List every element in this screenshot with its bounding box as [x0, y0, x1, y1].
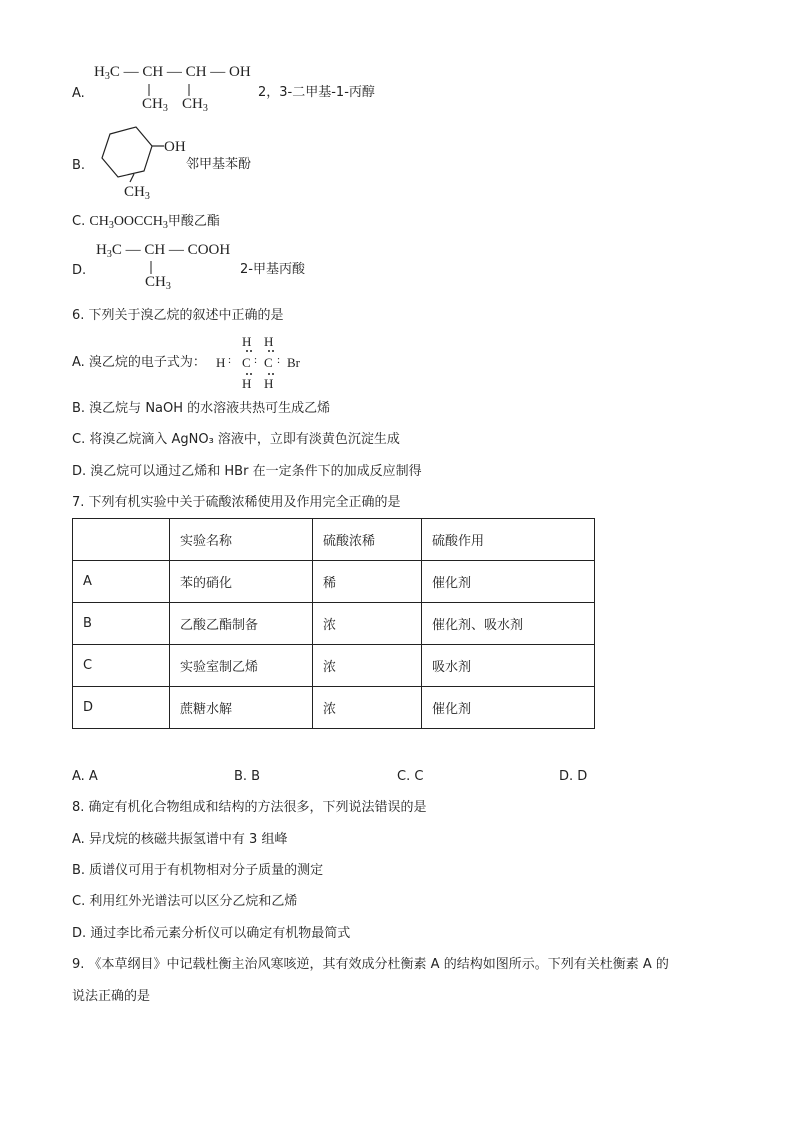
- q7-stem: 7. 下列有机实验中关于硫酸浓稀使用及作用完全正确的是: [72, 495, 401, 510]
- table-cell: B: [73, 603, 170, 645]
- table-cell: 蔗糖水解: [170, 687, 313, 729]
- q7-choice-c: C. C: [397, 769, 424, 784]
- q5-b-name: 邻甲基苯酚: [186, 157, 252, 172]
- q6-stem: 6. 下列关于溴乙烷的叙述中正确的是: [72, 308, 284, 323]
- ef-h-left: H: [216, 355, 226, 370]
- q5-a-branch1: $CH_3$: [142, 96, 168, 114]
- q5-c-name: 甲酸乙酯: [167, 214, 220, 229]
- q9-line2: 说法正确的是: [72, 989, 151, 1004]
- table-header-cell: [73, 519, 170, 561]
- q5-b-oh: OH: [164, 139, 186, 155]
- table-cell: C: [73, 645, 170, 687]
- q5-d-branch: $CH_3$: [145, 274, 171, 292]
- table-cell: 浓: [313, 645, 422, 687]
- table-header-cell: 硫酸浓稀: [313, 519, 422, 561]
- table-cell: 乙酸乙酯制备: [170, 603, 313, 645]
- q5-c: [72, 214, 220, 231]
- table-row: [73, 687, 595, 729]
- table-cell: 催化剂: [422, 687, 595, 729]
- q7-choice-d: D. D: [559, 769, 588, 784]
- table-cell: A: [73, 561, 170, 603]
- table-cell: 苯的硝化: [170, 561, 313, 603]
- q6-option-d: D. 溴乙烷可以通过乙烯和 HBr 在一定条件下的加成反应制得: [72, 464, 422, 479]
- q8-option-c: C. 利用红外光谱法可以区分乙烷和乙烯: [72, 894, 298, 909]
- ef-h-bot1: H: [242, 376, 252, 391]
- q5-a-name: 2，3-二甲基-1-丙醇: [258, 85, 375, 100]
- q5-a-branch2: $CH_3$: [182, 96, 208, 114]
- q8-option-b: B. 质谱仪可用于有机物相对分子质量的测定: [72, 863, 324, 878]
- table-cell: 催化剂: [422, 561, 595, 603]
- table-cell: 催化剂、吸水剂: [422, 603, 595, 645]
- q8-option-a: A. 异戊烷的核磁共振氢谱中有 3 组峰: [72, 832, 288, 847]
- table-header-row: [73, 519, 595, 561]
- q7-table: [72, 518, 595, 729]
- q6-option-c: C. 将溴乙烷滴入 AgNO₃ 溶液中，立即有淡黄色沉淀生成: [72, 432, 400, 447]
- ef-h-top2: H: [264, 334, 274, 349]
- q5-d-structure: $H_3C$ — CH — COOH: [96, 242, 231, 260]
- q7-choice-b: B. B: [234, 769, 261, 784]
- table-cell: 浓: [313, 687, 422, 729]
- q6-option-a: A. 溴乙烷的电子式为：: [72, 355, 206, 370]
- table-cell: 实验室制乙烯: [170, 645, 313, 687]
- q6-electron-formula: H H H : C : C : Br H H: [216, 334, 300, 391]
- q6-option-b: B. 溴乙烷与 NaOH 的水溶液共热可生成乙烯: [72, 401, 331, 416]
- table-cell: 吸水剂: [422, 645, 595, 687]
- ef-h-top1: H: [242, 334, 252, 349]
- ef-c1: C: [242, 355, 251, 370]
- q9-line1: 9. 《本草纲目》中记载杜衡主治风寒咳逆，其有效成分杜衡素 A 的结构如图所示。下列有关杜衡素 A 的: [72, 957, 669, 972]
- q5-c-label: C.: [72, 214, 86, 229]
- table-row: [73, 645, 595, 687]
- table-header-cell: 硫酸作用: [422, 519, 595, 561]
- q8-option-d: D. 通过李比希元素分析仪可以确定有机物最简式: [72, 926, 351, 941]
- ef-h-bot2: H: [264, 376, 274, 391]
- q5-b-ch3: $CH_3$: [124, 184, 150, 202]
- q7-choice-a: A. A: [72, 769, 98, 784]
- table-cell: D: [73, 687, 170, 729]
- table-header-cell: 实验名称: [170, 519, 313, 561]
- q5-d-label: D.: [72, 263, 87, 278]
- q5-a-structure: $H_3C$ — CH — CH — OH: [94, 64, 251, 82]
- ef-br: Br: [287, 355, 300, 370]
- q5-d-name: 2-甲基丙酸: [240, 262, 305, 277]
- q5-c-formula: $CH_3OOCCH_3$: [89, 214, 168, 231]
- ef-c2: C: [264, 355, 273, 370]
- table-row: [73, 561, 595, 603]
- table-cell: 浓: [313, 603, 422, 645]
- q8-stem: 8. 确定有机化合物组成和结构的方法很多，下列说法错误的是: [72, 800, 427, 815]
- q5-b-label: B.: [72, 158, 86, 173]
- table-cell: 稀: [313, 561, 422, 603]
- table-row: [73, 603, 595, 645]
- q5-a-label: A.: [72, 86, 85, 101]
